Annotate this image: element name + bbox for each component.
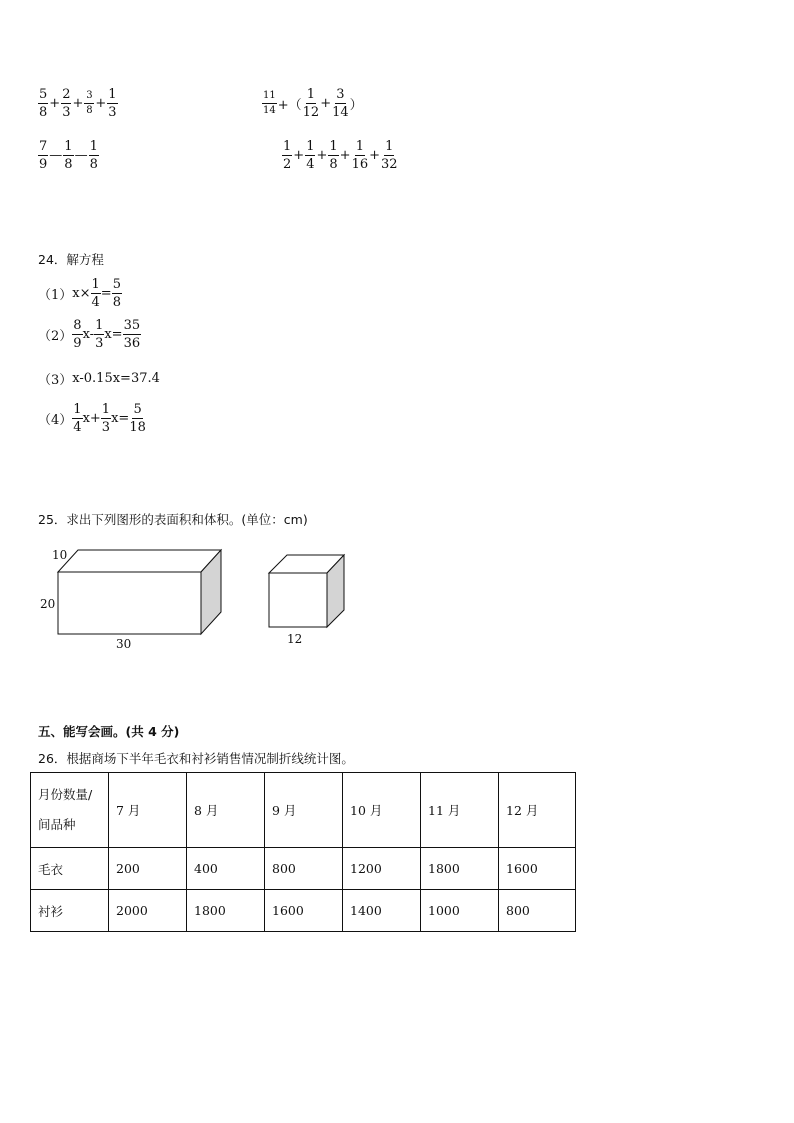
fraction: $\frac{1}{12}$ bbox=[302, 87, 320, 120]
month-header: 12 月 bbox=[499, 773, 576, 848]
table-row bbox=[31, 848, 576, 890]
table-cell: 2000 bbox=[109, 890, 187, 932]
table-cell: 1800 bbox=[421, 848, 499, 890]
equation-2: （2） $\frac{8}{9}$ x- $\frac{1}{3}$ x= $\frac{35}{36}$ bbox=[38, 318, 141, 351]
fraction: $\frac{1}{3}$ bbox=[108, 87, 117, 120]
table-cell: 1200 bbox=[343, 848, 421, 890]
fraction: $\frac{5}{18}$ bbox=[129, 402, 146, 435]
cuboid-front-face bbox=[58, 572, 201, 634]
fraction: $\frac{11}{14}$ bbox=[263, 90, 276, 116]
fraction: $\frac{35}{36}$ bbox=[123, 318, 141, 351]
cube-figure bbox=[269, 555, 344, 627]
month-header: 8 月 bbox=[187, 773, 265, 848]
fraction: $\frac{1}{4}$ bbox=[306, 139, 315, 172]
question-26-title: 26．根据商场下半年毛衣和衬衫销售情况制折线统计图。 bbox=[38, 751, 354, 766]
table-cell: 1000 bbox=[421, 890, 499, 932]
table-cell: 400 bbox=[187, 848, 265, 890]
month-header: 11 月 bbox=[421, 773, 499, 848]
table-cell: 1800 bbox=[187, 890, 265, 932]
fraction: $\frac{1}{8}$ bbox=[89, 139, 98, 172]
fraction: $\frac{1}{16}$ bbox=[351, 139, 369, 172]
table-corner-cell: 月份数量/ 间品种 bbox=[31, 773, 109, 848]
month-header: 7 月 bbox=[109, 773, 187, 848]
question-25-title: 25．求出下列图形的表面积和体积。(单位：cm) bbox=[38, 512, 308, 527]
fraction: $\frac{5}{8}$ bbox=[39, 87, 48, 120]
calc-expression-2: $\frac{11}{14}$ +（ $\frac{1}{12}$ + $\frac{3}{14}$ ） bbox=[263, 87, 363, 120]
fraction: $\frac{3}{14}$ bbox=[332, 87, 349, 120]
cuboid-length-label: 30 bbox=[116, 637, 132, 651]
fraction: $\frac{1}{2}$ bbox=[283, 139, 292, 172]
table-cell: 1600 bbox=[265, 890, 343, 932]
equation-1: （1） x× $\frac{1}{4}$ = $\frac{5}{8}$ bbox=[38, 277, 121, 310]
cuboid-figure bbox=[58, 550, 221, 634]
table-row bbox=[31, 890, 576, 932]
fraction: $\frac{5}{8}$ bbox=[112, 277, 121, 310]
sales-table bbox=[30, 772, 576, 932]
cuboid-height-label: 20 bbox=[40, 597, 56, 611]
fraction: $\frac{2}{3}$ bbox=[62, 87, 71, 120]
fraction: $\frac{1}{32}$ bbox=[381, 139, 398, 172]
row-name: 毛衣 bbox=[31, 848, 109, 890]
month-header: 9 月 bbox=[265, 773, 343, 848]
fraction: $\frac{1}{3}$ bbox=[95, 318, 104, 351]
table-header-row bbox=[31, 773, 576, 848]
table-cell: 1600 bbox=[499, 848, 576, 890]
fraction: $\frac{1}{4}$ bbox=[91, 277, 100, 310]
calc-expression-4: $\frac{1}{2}$ + $\frac{1}{4}$ + $\frac{1}{8}$ + $\frac{1}{16}$ + $\frac{1}{32}$ bbox=[283, 139, 398, 172]
fraction: $\frac{1}{8}$ bbox=[64, 139, 73, 172]
table-cell: 200 bbox=[109, 848, 187, 890]
fraction: $\frac{8}{9}$ bbox=[73, 318, 82, 351]
calc-expression-3: $\frac{7}{9}$ — $\frac{1}{8}$ — $\frac{1}{8}$ bbox=[39, 139, 98, 172]
fraction: $\frac{1}{4}$ bbox=[73, 402, 82, 435]
cuboid-depth-label: 10 bbox=[52, 548, 68, 562]
cuboid-top-face bbox=[58, 550, 221, 572]
cube-edge-label: 12 bbox=[287, 632, 303, 646]
fraction: $\frac{3}{8}$ bbox=[86, 90, 93, 116]
table-cell: 800 bbox=[265, 848, 343, 890]
fraction: $\frac{1}{8}$ bbox=[329, 139, 338, 172]
table-cell: 800 bbox=[499, 890, 576, 932]
fraction: $\frac{1}{3}$ bbox=[101, 402, 111, 435]
section-title: 五、能写会画。(共 4 分) bbox=[38, 724, 180, 739]
question-24-title: 24．解方程 bbox=[38, 252, 104, 267]
equation-3: （3） x-0.15x=37.4 bbox=[38, 371, 160, 388]
equation-4: （4） $\frac{1}{4}$ x+ $\frac{1}{3}$ x= $\frac{5}{18}$ bbox=[38, 402, 146, 435]
table-cell: 1400 bbox=[343, 890, 421, 932]
month-header: 10 月 bbox=[343, 773, 421, 848]
cube-front-face bbox=[269, 573, 327, 627]
fraction: $\frac{7}{9}$ bbox=[39, 139, 48, 172]
row-name: 衬衫 bbox=[31, 890, 109, 932]
calc-expression-1: $\frac{5}{8}$ + $\frac{2}{3}$ + $\frac{3}{8}$ + $\frac{1}{3}$ bbox=[39, 87, 117, 120]
